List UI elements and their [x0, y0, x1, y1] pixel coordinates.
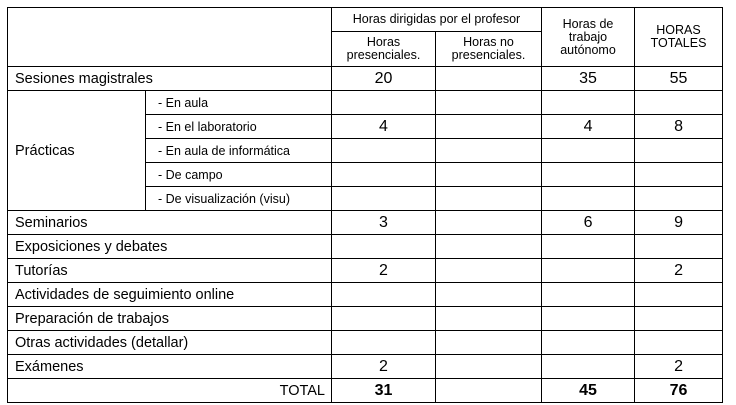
cell-nopres — [436, 91, 542, 115]
cell-auto: 4 — [542, 115, 635, 139]
row-exposiciones — [8, 235, 723, 259]
row-label: Actividades de seguimiento online — [8, 283, 332, 307]
cell-pres — [332, 283, 436, 307]
cell-auto — [542, 187, 635, 211]
header-presenciales: Horas presenciales. — [332, 32, 436, 67]
cell-pres — [332, 163, 436, 187]
row-label: Tutorías — [8, 259, 332, 283]
cell-total — [635, 235, 723, 259]
cell-nopres — [436, 187, 542, 211]
cell-nopres — [436, 259, 542, 283]
cell-total — [635, 283, 723, 307]
cell-pres: 2 — [332, 355, 436, 379]
cell-pres — [332, 139, 436, 163]
cell-nopres — [436, 235, 542, 259]
row-total — [8, 379, 723, 403]
row-label: Seminarios — [8, 211, 332, 235]
cell-pres — [332, 187, 436, 211]
cell-pres — [332, 307, 436, 331]
cell-pres — [332, 91, 436, 115]
cell-total — [635, 163, 723, 187]
cell-total — [635, 331, 723, 355]
cell-nopres — [436, 355, 542, 379]
header-blank — [8, 8, 332, 67]
cell-pres: 20 — [332, 67, 436, 91]
cell-auto: 35 — [542, 67, 635, 91]
cell-pres — [332, 331, 436, 355]
cell-auto — [542, 139, 635, 163]
cell-auto — [542, 91, 635, 115]
header-no-presenciales: Horas no presenciales. — [436, 32, 542, 67]
cell-auto — [542, 355, 635, 379]
cell-auto — [542, 331, 635, 355]
row-tutorias — [8, 259, 723, 283]
cell-nopres — [436, 331, 542, 355]
cell-auto — [542, 259, 635, 283]
cell-nopres — [436, 307, 542, 331]
cell-pres: 3 — [332, 211, 436, 235]
cell-nopres — [436, 139, 542, 163]
cell-auto — [542, 163, 635, 187]
cell-total: 76 — [635, 379, 723, 403]
hours-table — [7, 7, 723, 403]
cell-total — [635, 91, 723, 115]
row-label: - De campo — [146, 163, 332, 187]
cell-nopres — [436, 67, 542, 91]
cell-total — [635, 187, 723, 211]
cell-total — [635, 139, 723, 163]
cell-auto — [542, 307, 635, 331]
row-sesiones — [8, 67, 723, 91]
cell-total — [635, 307, 723, 331]
practicas-label: Prácticas — [8, 91, 146, 211]
row-seminarios — [8, 211, 723, 235]
cell-nopres — [436, 115, 542, 139]
cell-total: 55 — [635, 67, 723, 91]
row-label: Otras actividades (detallar) — [8, 331, 332, 355]
cell-total: 8 — [635, 115, 723, 139]
row-examenes — [8, 355, 723, 379]
header-totales: HORAS TOTALES — [635, 8, 723, 67]
row-label: - En aula de informática — [146, 139, 332, 163]
cell-auto: 6 — [542, 211, 635, 235]
total-label: TOTAL — [8, 379, 332, 403]
row-otras — [8, 331, 723, 355]
row-label: Exposiciones y debates — [8, 235, 332, 259]
cell-total: 9 — [635, 211, 723, 235]
cell-nopres — [436, 211, 542, 235]
cell-auto — [542, 283, 635, 307]
cell-pres: 4 — [332, 115, 436, 139]
cell-nopres — [436, 163, 542, 187]
row-seguimiento — [8, 283, 723, 307]
row-label: Exámenes — [8, 355, 332, 379]
cell-auto: 45 — [542, 379, 635, 403]
row-label: - En aula — [146, 91, 332, 115]
row-label: Sesiones magistrales — [8, 67, 332, 91]
row-preparacion — [8, 307, 723, 331]
cell-pres — [332, 235, 436, 259]
cell-nopres — [436, 283, 542, 307]
cell-pres: 2 — [332, 259, 436, 283]
row-label: Preparación de trabajos — [8, 307, 332, 331]
row-label: - De visualización (visu) — [146, 187, 332, 211]
cell-auto — [542, 235, 635, 259]
header-autonomo: Horas de trabajo autónomo — [542, 8, 635, 67]
row-practicas-aula — [8, 91, 723, 115]
cell-nopres — [436, 379, 542, 403]
cell-pres: 31 — [332, 379, 436, 403]
row-label: - En el laboratorio — [146, 115, 332, 139]
cell-total: 2 — [635, 259, 723, 283]
cell-total: 2 — [635, 355, 723, 379]
header-group-label: Horas dirigidas por el profesor — [332, 8, 542, 32]
